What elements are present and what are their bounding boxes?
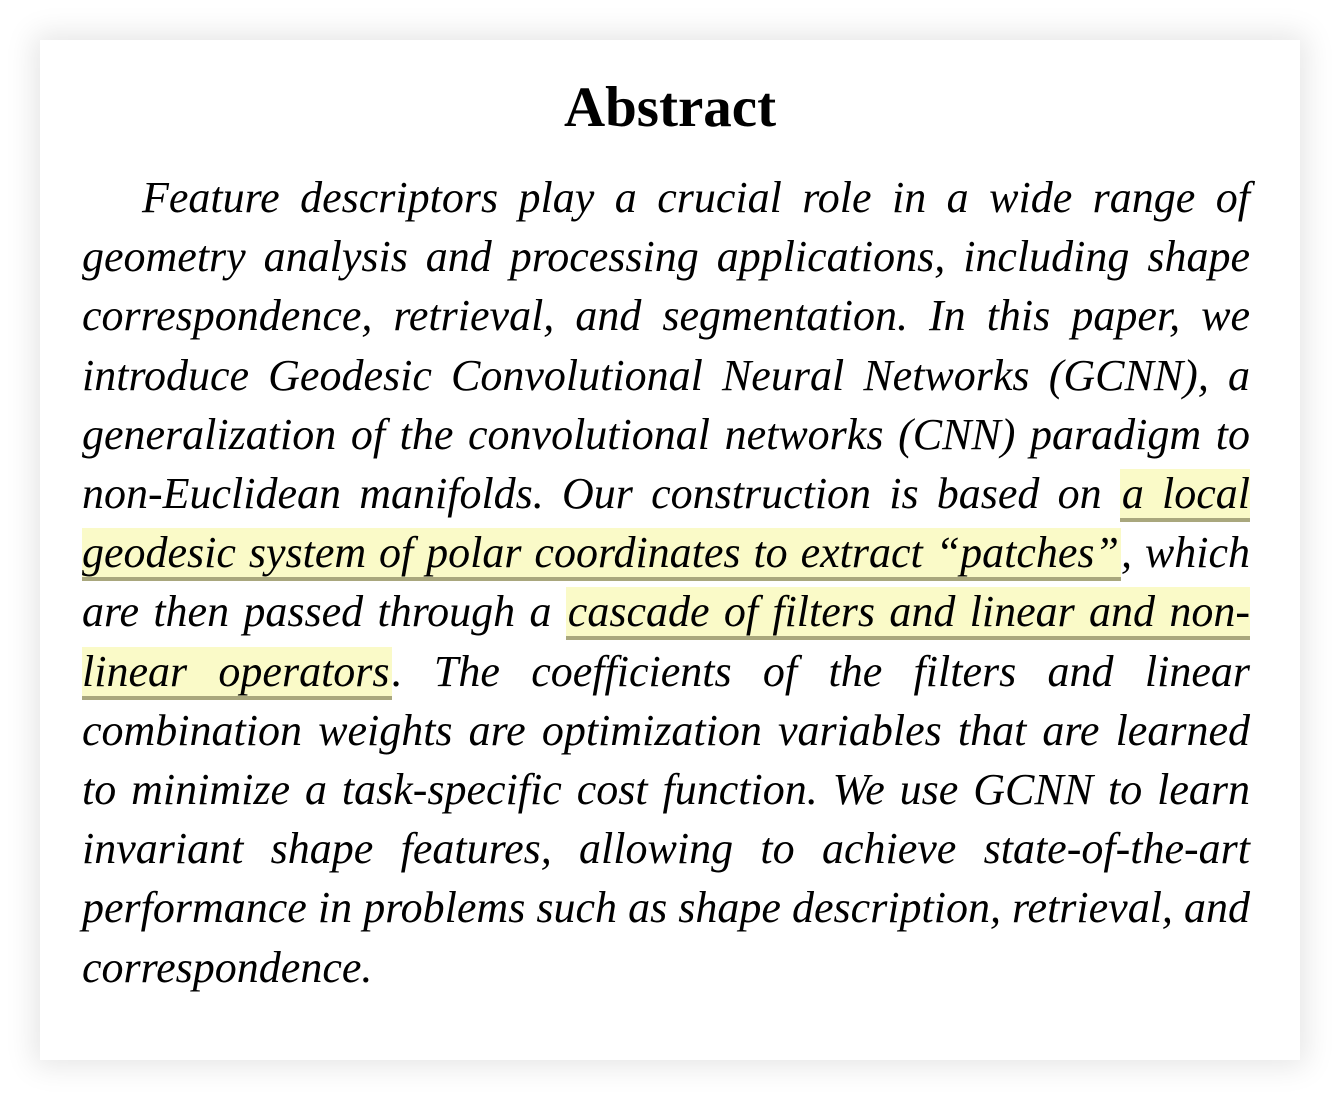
abstract-text-part-2: , which are then passed through a xyxy=(82,528,1250,637)
highlight-annotation-2[interactable]: cascade of filters and linear and non-linear operators xyxy=(82,587,1250,699)
abstract-heading: Abstract xyxy=(563,76,777,139)
highlight-annotation-1[interactable]: a local geodesic system of polar coordinates to extract “patches” xyxy=(82,469,1250,581)
abstract-paragraph xyxy=(82,168,1250,997)
abstract-text-part-3: . The coefficients of the filters and linear combination weights are optimization variables that are learned to minimize a task-specific cost function. We use GCNN to learn invariant shape features, allowing to achieve state-of-the-art performance in problems such as shape description, retrieval, and correspondence. xyxy=(82,646,1250,992)
abstract-text-part-1: Feature descriptors play a crucial role in a wide range of geometry analysis and processing applications, including shape correspondence, retrieval, and segmentation. In this paper, we introduce Geodesic Convolutional Neural Networks (GCNN), a generalization of the convolutional networks (CNN) paradigm to non-Euclidean manifolds. Our construction is based on xyxy=(82,173,1250,519)
paper-page xyxy=(40,40,1300,1060)
